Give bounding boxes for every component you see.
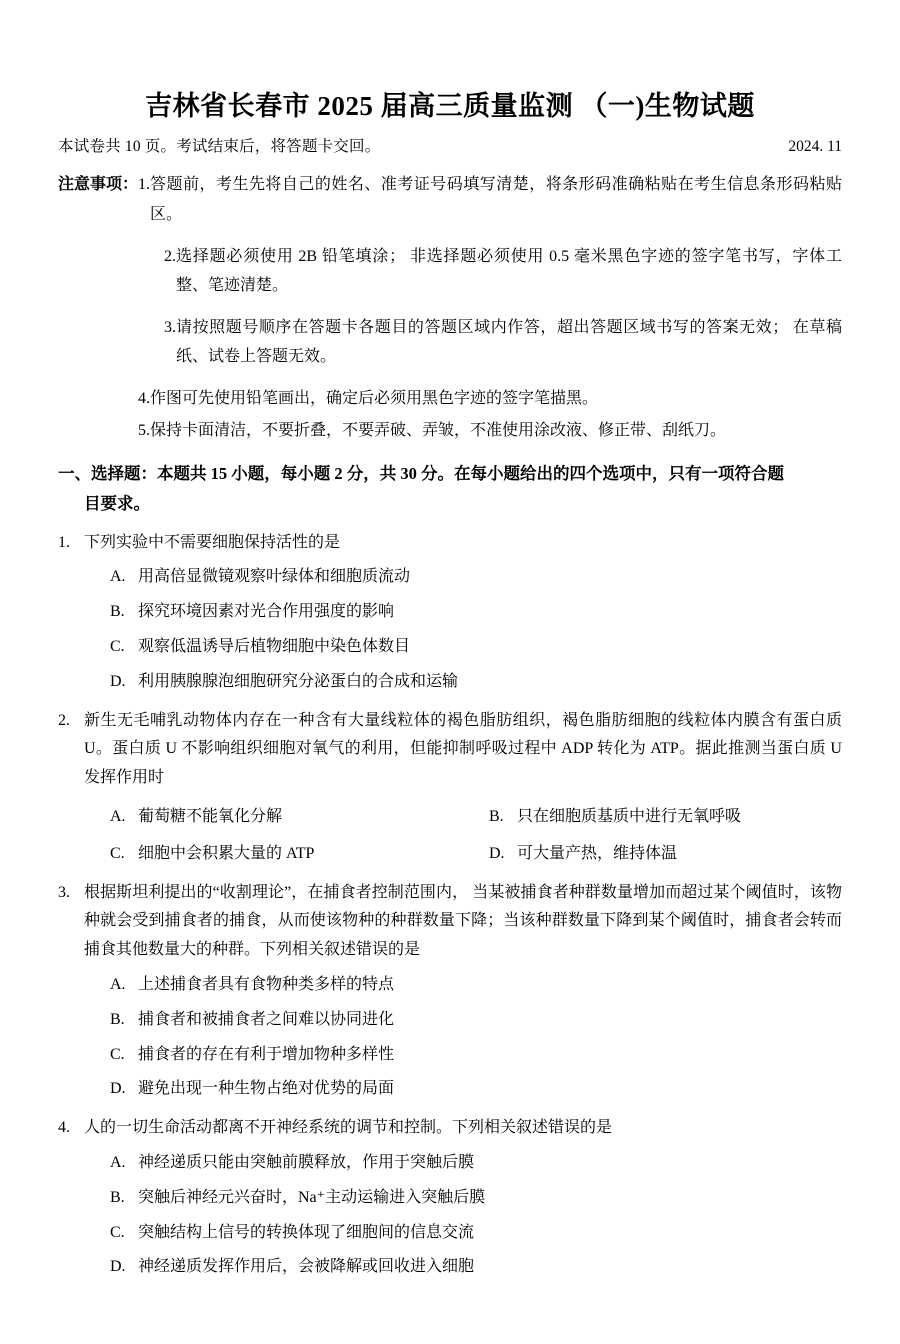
option-d[interactable] [84,1075,842,1104]
option-label: B. [110,603,125,621]
notice-item [138,313,842,372]
question-body [84,1114,842,1282]
option-label: A. [110,568,126,586]
option-text: 避免出现一种生物占绝对优势的局面 [138,1080,395,1098]
paper-subheader [58,134,842,156]
notice-item [138,170,842,229]
notice-item-text: 答题前，考生先将自己的姓名、准考证号码填写清楚，将条形码准确粘贴在考生信息条形码粘贴区。 [150,176,842,224]
question-item [58,529,842,697]
option-label: D. [489,844,505,862]
option-a[interactable] [84,803,463,832]
option-list [84,795,842,869]
option-d[interactable] [463,840,842,869]
question-number: 2. [58,711,70,729]
question-number: 1. [58,533,70,551]
exam-date: 2024. 11 [788,138,842,156]
spacer [138,232,842,242]
question-number: 4. [58,1119,70,1137]
spacer [138,374,842,384]
option-d[interactable] [84,668,842,697]
notice-item-number: 3. [164,318,177,336]
option-text: 突触后神经元兴奋时，Na⁺主动运输进入突触后膜 [138,1188,486,1206]
notice-item-text: 选择题必须使用 2B 铅笔填涂； 非选择题必须使用 0.5 毫米黑色字迹的签字笔书写，字体工整、笔迹清楚。 [176,247,842,295]
option-text: 探究环境因素对光合作用强度的影响 [138,603,395,621]
question-stem: 下列实验中不需要细胞保持活性的是 [84,533,341,551]
question-item [58,879,842,1105]
option-label: C. [110,844,125,862]
spacer [138,303,842,313]
option-label: B. [110,1010,125,1028]
option-c[interactable] [84,633,842,662]
page-title: 吉林省长春市 2025 届高三质量监测 （一)生物试题 [145,91,755,121]
notice-item-text: 请按照题号顺序在答题卡各题目的答题区域内作答，超出答题区域书写的答案无效； 在草稿纸、试卷上答题无效。 [176,318,842,366]
option-text: 只在细胞质基质中进行无氧呼吸 [517,807,742,825]
option-b[interactable] [84,1006,842,1035]
section-heading [58,459,842,518]
option-text: 可大量产热，维持体温 [517,844,678,862]
option-list [84,1149,842,1282]
notice-item-number: 1. [138,176,151,194]
question-number: 3. [58,883,70,901]
option-label: C. [110,637,125,655]
option-label: B. [489,807,504,825]
option-c[interactable] [84,1219,842,1248]
question-item [58,707,842,869]
option-text: 神经递质发挥作用后，会被降解或回收进入细胞 [138,1258,475,1276]
section-heading-line2: 目要求。 [84,493,150,513]
option-c[interactable] [84,840,463,869]
option-label: D. [110,1080,126,1098]
notice-items [138,170,842,447]
option-label: C. [110,1223,125,1241]
option-text: 葡萄糖不能氧化分解 [138,807,283,825]
option-text: 突触结构上信号的转换体现了细胞间的信息交流 [138,1223,475,1241]
option-b[interactable] [84,598,842,627]
option-label: A. [110,975,126,993]
option-a[interactable] [84,971,842,1000]
option-list [84,563,842,696]
notice-label: 注意事项： [58,176,139,194]
question-item [58,1114,842,1282]
notice-item [138,242,842,301]
notice-item-text: 作图可先使用铅笔画出，确定后必须用黑色字迹的签字笔描黑。 [150,390,599,407]
option-label: B. [110,1188,125,1206]
option-b[interactable] [463,803,842,832]
option-list [84,971,842,1104]
notice-item [138,384,842,414]
notice-block [58,170,842,447]
question-stem: 人的一切生命活动都离不开神经系统的调节和控制。下列相关叙述错误的是 [84,1119,613,1137]
question-body [84,707,842,869]
option-text: 神经递质只能由突触前膜释放，作用于突触后膜 [138,1153,475,1171]
option-a[interactable] [84,1149,842,1178]
section-heading-line1: 一、选择题：本题共 15 小题，每小题 2 分，共 30 分。在每小题给出的四个选项中，只有一项符合题 [58,464,784,484]
option-label: D. [110,1258,126,1276]
option-text: 捕食者和被捕食者之间难以协同进化 [138,1010,395,1028]
option-label: C. [110,1045,125,1063]
option-label: D. [110,672,126,690]
question-stem: 根据斯坦利提出的“收割理论”，在捕食者控制范围内， 当某被捕食者种群数量增加而超过某个阈值时，该物种就会受到捕食者的捕食，从而使该物种的种群数量下降；当该种群数量下降到某个阈值时，捕食者会转而捕食其他数量大的种群。下列相关叙述错误的是 [84,883,842,959]
option-text: 细胞中会积累大量的 ATP [138,844,315,862]
option-text: 利用胰腺腺泡细胞研究分泌蛋白的合成和运输 [138,672,459,690]
option-text: 观察低温诱导后植物细胞中染色体数目 [138,637,411,655]
option-a[interactable] [84,563,842,592]
option-text: 用高倍显微镜观察叶绿体和细胞质流动 [138,568,411,586]
notice-item-text: 保持卡面清洁，不要折叠，不要弄破、弄皱，不准使用涂改液、修正带、刮纸刀。 [150,421,727,439]
option-b[interactable] [84,1184,842,1213]
option-text: 捕食者的存在有利于增加物种多样性 [138,1045,395,1063]
option-label: A. [110,1153,126,1171]
question-body [84,529,842,697]
notice-item-number: 5. [138,421,151,439]
option-label: A. [110,807,126,825]
option-d[interactable] [84,1253,842,1282]
question-stem: 新生无毛哺乳动物体内存在一种含有大量线粒体的褐色脂肪组织，褐色脂肪细胞的线粒体内膜含有蛋白质 U。蛋白质 U 不影响组织细胞对氧气的利用，但能抑制呼吸过程中 ADP 转化为 ATP。据此推测当蛋白质 U 发挥作用时 [84,711,842,787]
notice-item-number: 2. [164,247,177,265]
page-count-note: 本试卷共 10 页。考试结束后，将答题卡交回。 [58,138,381,156]
notice-item-number: 4. [138,390,151,407]
notice-item [138,416,842,446]
option-c[interactable] [84,1041,842,1070]
option-text: 上述捕食者具有食物种类多样的特点 [138,975,395,993]
question-body [84,879,842,1105]
